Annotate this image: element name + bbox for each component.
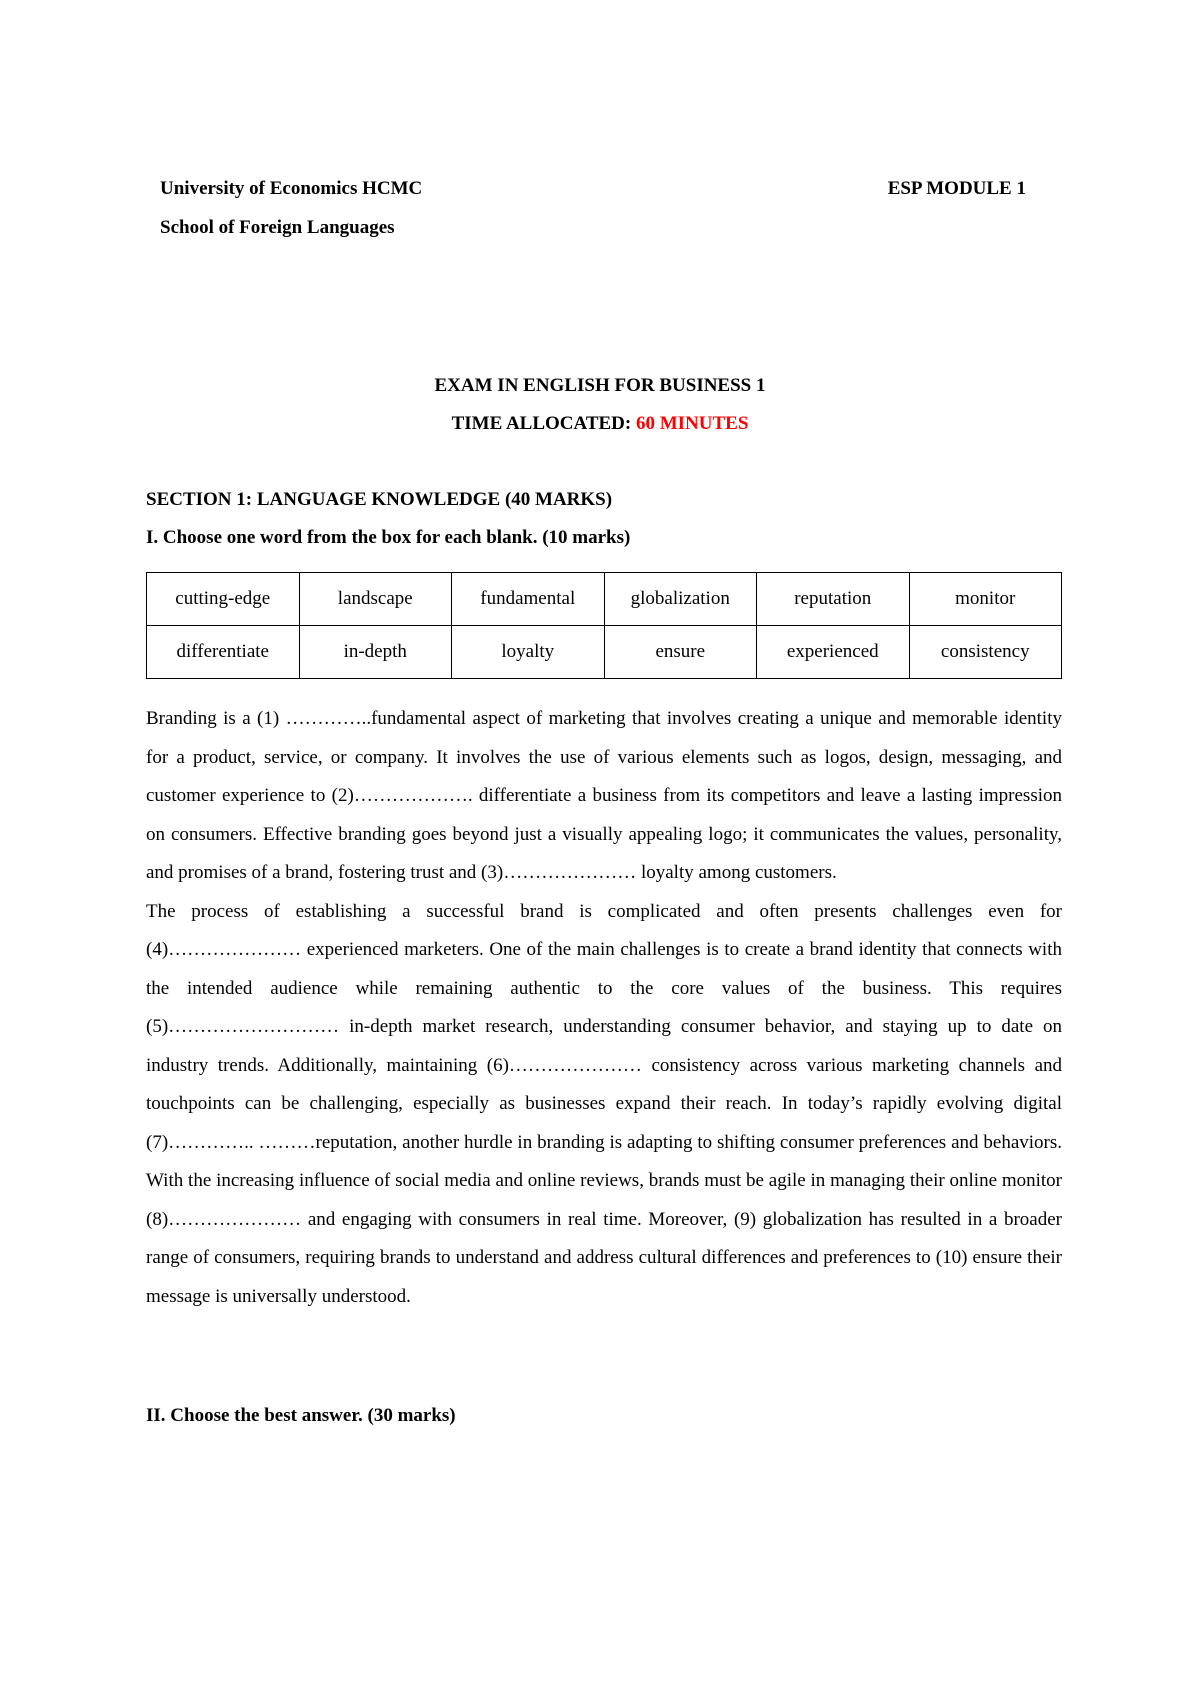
header-row (160, 176, 1026, 202)
university-name: University of Economics HCMC (160, 178, 423, 199)
word-box-cell: cutting-edge (147, 573, 300, 626)
time-label: TIME ALLOCATED: (451, 413, 632, 434)
word-box-cell: ensure (604, 626, 757, 679)
word-box-cell: reputation (757, 573, 910, 626)
section-title: SECTION 1: LANGUAGE KNOWLEDGE (40 MARKS) (146, 489, 613, 510)
exam-title: EXAM IN ENGLISH FOR BUSINESS 1 (434, 375, 766, 396)
time-allocated (0, 411, 1200, 437)
word-box-row (147, 573, 1062, 626)
word-box-cell: differentiate (147, 626, 300, 679)
word-box-cell: in-depth (299, 626, 452, 679)
time-value: 60 MINUTES (635, 413, 749, 434)
word-box-cell: globalization (604, 573, 757, 626)
school-name: School of Foreign Languages (160, 217, 395, 238)
cloze-passage (146, 700, 1062, 1316)
word-box-cell: monitor (909, 573, 1062, 626)
word-box-row (147, 626, 1062, 679)
module-name: ESP MODULE 1 (887, 178, 1026, 199)
part-two-title: II. Choose the best answer. (30 marks) (146, 1405, 456, 1426)
part-one-title: I. Choose one word from the box for each blank. (10 marks) (146, 527, 631, 548)
word-box-cell: consistency (909, 626, 1062, 679)
passage-paragraph: Branding is a (1) …………..fundamental aspect of marketing that involves creating a unique and memorable identity for a product, service, or company. It involves the use of various elements such as logos, design, messaging, and customer experience to (2)………………. differentiate a business from its competitors and leave a lasting impression on consumers. Effective branding goes beyond just a visually appealing logo; it communicates the values, personality, and promises of a brand, fostering trust and (3)………………… loyalty among customers. (146, 708, 1062, 883)
word-box-cell: fundamental (452, 573, 605, 626)
word-box-cell: experienced (757, 626, 910, 679)
word-box-cell: landscape (299, 573, 452, 626)
word-box-cell: loyalty (452, 626, 605, 679)
passage-paragraph: The process of establishing a successful brand is complicated and often presents challenges even for (4)………………… experienced marketers. One of the main challenges is to create a brand identity that connects with the intended audience while remaining authentic to the core values of the business. This requires (5)……………………… in-depth market research, understanding consumer behavior, and staying up to date on industry trends. Additionally, maintaining (6)………………… consistency across various marketing channels and touchpoints can be challenging, especially as businesses expand their reach. In today’s rapidly evolving digital (7)………….. ………reputation, another hurdle in branding is adapting to shifting consumer preferences and behaviors. With the increasing influence of social media and online reviews, brands must be agile in managing their online monitor (8)………………… and engaging with consumers in real time. Moreover, (9) globalization has resulted in a broader range of consumers, requiring brands to understand and address cultural differences and preferences to (10) ensure their message is universally understood. (146, 900, 1062, 1307)
word-box (146, 572, 1062, 679)
